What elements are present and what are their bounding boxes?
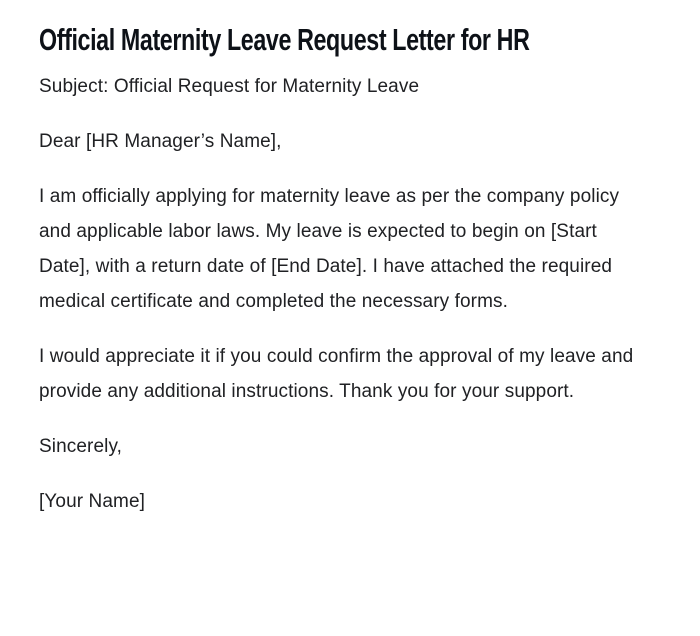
letter-paragraph-1: I am officially applying for maternity leave as per the company policy and applicable labor laws. My leave is expected to begin on [Start Date], with a return date of [End Date]. I have attached the required medical certificate and completed the necessary forms. <box>39 186 620 312</box>
page-title: Official Maternity Leave Request Letter for HR <box>39 22 530 57</box>
subject-line: Subject: Official Request for Maternity Leave <box>39 76 420 97</box>
closing: Sincerely, <box>39 436 123 457</box>
letter-paragraph-2: I would appreciate it if you could confirm the approval of my leave and provide any additional instructions. Thank you for your support. <box>39 346 634 402</box>
salutation: Dear [HR Manager’s Name], <box>39 131 282 152</box>
signature-placeholder: [Your Name] <box>39 491 146 512</box>
